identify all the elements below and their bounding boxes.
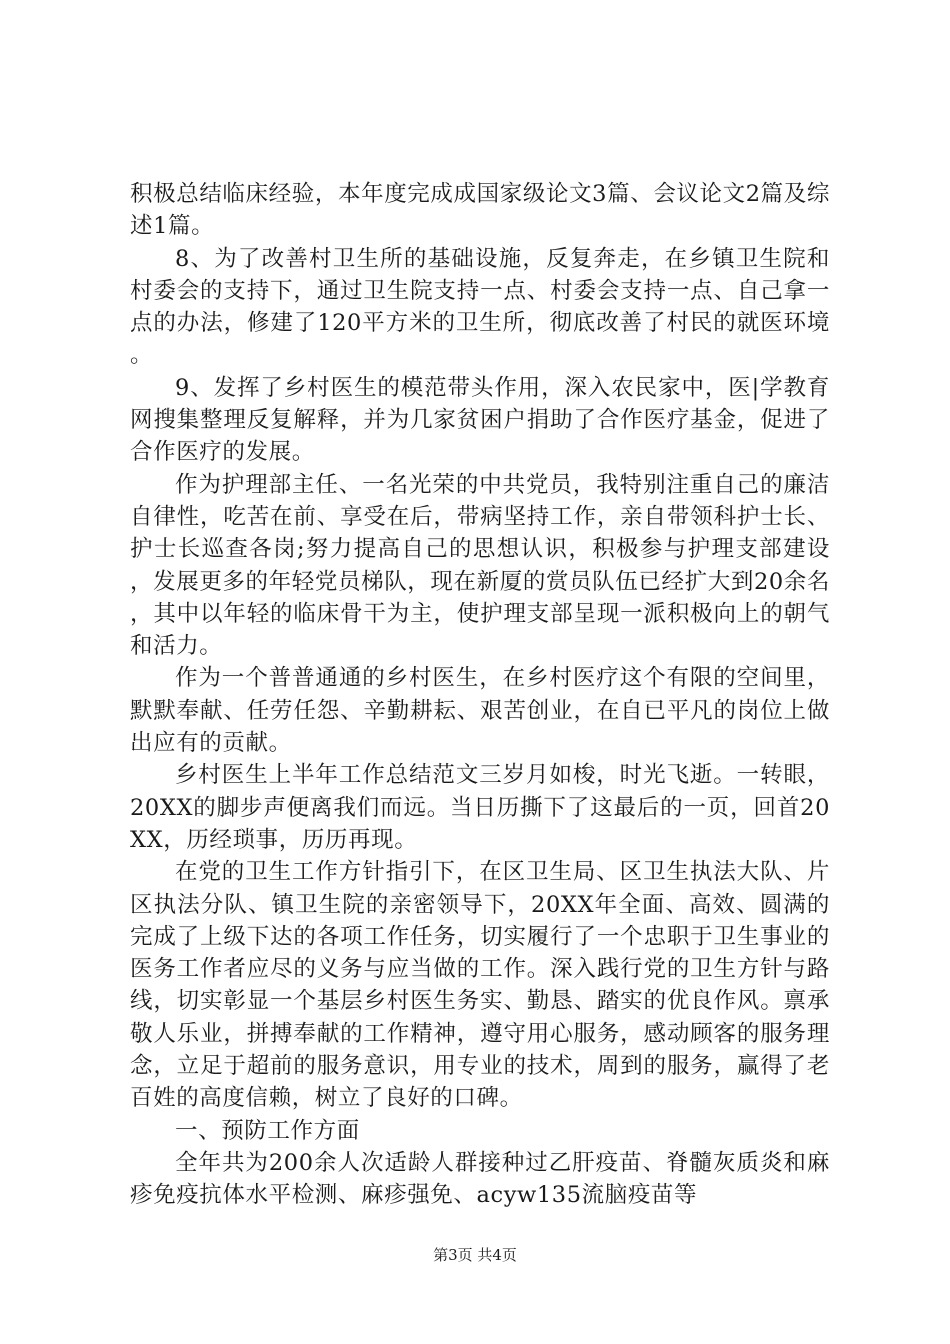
paragraph-1: 积极总结临床经验，本年度完成成国家级论文3篇、会议论文2篇及综述1篇。 xyxy=(130,181,830,240)
paragraph-2: 8、为了改善村卫生所的基础设施，反复奔走，在乡镇卫生院和村委会的支持下，通过卫生院支持一点、村委会支持一点、自己拿一点的办法，修建了120平方米的卫生所，彻底改善了村民的就医环境。 xyxy=(130,245,830,369)
paragraph-7: 在党的卫生工作方针指引下，在区卫生局、区卫生执法大队、片区执法分队、镇卫生院的亲密领导下，20XX年全面、高效、圆满的完成了上级下达的各项工作任务，切实履行了一个忠职于卫生事业的医务工作者应尽的义务与应当做的工作。深入践行党的卫生方针与路线，切实彰显一个基层乡村医生务实、勤恳、踏实的优良作风。禀承敬人乐业，拼搏奉献的工作精神，遵守用心服务，感动顾客的服务理念，立足于超前的服务意识，用专业的技术，周到的服务，赢得了老百姓的高度信赖，树立了良好的口碑。 xyxy=(130,859,830,1112)
section-heading: 一、预防工作方面 xyxy=(175,1117,360,1144)
paragraph-6: 乡村医生上半年工作总结范文三岁月如梭，时光飞逝。一转眼，20XX的脚步声便离我们而远。当日历撕下了这最后的一页，回首20XX，历经琐事，历历再现。 xyxy=(130,762,830,853)
paragraph-4: 作为护理部主任、一名光荣的中共党员，我特别注重自己的廉洁自律性，吃苦在前、享受在后，带病坚持工作，亲自带领科护士长、护士长巡查各岗;努力提高自己的思想认识，积极参与护理支部建设，发展更多的年轻党员梯队，现在新厦的赏员队伍已经扩大到20余名，其中以年轻的临床骨干为主，使护理支部呈现一派积极向上的朝气和活力。 xyxy=(130,471,830,660)
paragraph-5: 作为一个普普通通的乡村医生，在乡村医疗这个有限的空间里，默默奉献、任劳任怨、辛勤耕耘、艰苦创业，在自已平凡的岗位上做出应有的贡献。 xyxy=(130,665,830,757)
paragraph-8: 全年共为200余人次适龄人群接种过乙肝疫苗、脊髓灰质炎和麻疹免疫抗体水平检测、麻疹强免、acyw135流脑疫苗等 xyxy=(130,1149,830,1209)
paragraph-3: 9、发挥了乡村医生的模范带头作用，深入农民家中，医|学教育网搜集整理反复解释，并为几家贫困户捐助了合作医疗基金，促进了合作医疗的发展。 xyxy=(130,374,830,466)
page-footer: 第3页 共4页 xyxy=(433,1246,517,1264)
document-body xyxy=(130,178,830,1212)
